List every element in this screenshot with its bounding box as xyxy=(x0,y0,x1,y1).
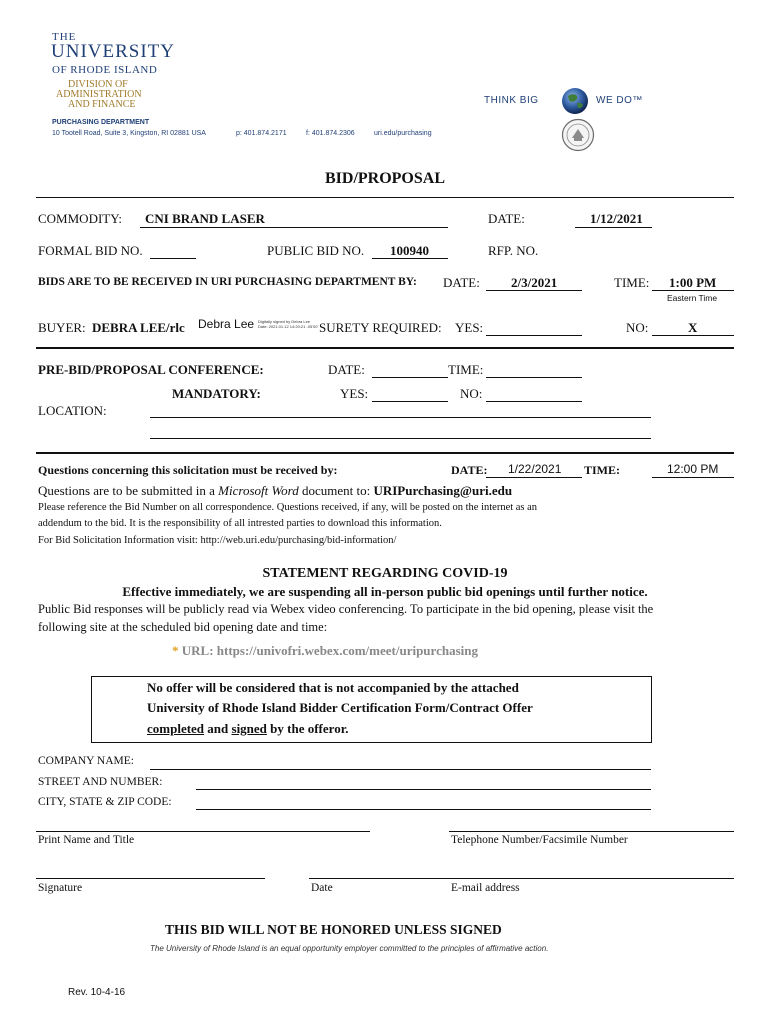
commodity-value: CNI BRAND LASER xyxy=(145,211,265,226)
logo-rhode-island: OF RHODE ISLAND xyxy=(52,64,158,76)
prebid-date-underline xyxy=(372,377,448,378)
revision-label: Rev. 10-4-16 xyxy=(68,987,126,998)
mandatory-no-label: NO: xyxy=(460,386,483,401)
mandatory-yes-underline xyxy=(372,401,448,402)
date-email-field[interactable] xyxy=(309,878,734,879)
questions-date-label: DATE: xyxy=(451,463,488,477)
questions-submit-mid: document to: xyxy=(301,483,371,498)
webex-url-link[interactable]: URL: https://univofri.webex.com/meet/uripurchasing xyxy=(181,643,478,658)
questions-email-link[interactable]: URIPurchasing@uri.edu xyxy=(373,483,513,498)
bids-time-underline xyxy=(652,290,734,291)
division-line2: ADMINISTRATION xyxy=(56,89,142,100)
buyer-value: DEBRA LEE/rlc xyxy=(92,320,185,335)
telephone-label: Telephone Number/Facsimile Number xyxy=(451,834,628,846)
letterhead-phone: p: 401.874.2171 xyxy=(236,130,287,137)
prebid-time-underline xyxy=(486,377,582,378)
public-bid-value: 100940 xyxy=(390,243,429,258)
print-name-field[interactable] xyxy=(36,831,370,832)
date-underline xyxy=(575,227,652,228)
formal-bid-label: FORMAL BID NO. xyxy=(38,243,143,258)
street-field[interactable] xyxy=(196,789,651,790)
bids-received-label: BIDS ARE TO BE RECEIVED IN URI PURCHASING DEPARTMENT BY: xyxy=(38,276,417,288)
university-seal-icon xyxy=(561,118,595,152)
bids-date-label: DATE: xyxy=(443,275,480,290)
notice-tail: by the offeror. xyxy=(270,721,349,736)
commodity-label: COMMODITY: xyxy=(38,211,123,226)
signature-field[interactable] xyxy=(36,878,265,879)
star-icon: * xyxy=(172,643,179,658)
surety-yes-label: YES: xyxy=(455,320,484,335)
digital-signature-line1: Digitally signed by Debra Lee xyxy=(258,319,311,324)
city-field[interactable] xyxy=(196,809,651,810)
date-signature-label: Date xyxy=(311,882,333,894)
bids-time-label: TIME: xyxy=(614,275,650,290)
letterhead-fax: f: 401.874.2306 xyxy=(306,130,355,137)
questions-submit-italic: Microsoft Word xyxy=(218,483,299,498)
prebid-time-label: TIME: xyxy=(448,362,484,377)
we-do: WE DO™ xyxy=(596,95,643,106)
questions-submit-line xyxy=(38,483,512,499)
location-underline-1 xyxy=(150,417,651,418)
telephone-field[interactable] xyxy=(449,831,734,832)
bids-date-underline xyxy=(486,290,582,291)
street-label: STREET AND NUMBER: xyxy=(38,776,163,788)
notice-line-3 xyxy=(147,721,349,737)
notice-line-1: No offer will be considered that is not accompanied by the attached xyxy=(147,680,519,695)
equal-opportunity-statement: The University of Rhode Island is an equal opportunity employer committed to the principles of affirmative action. xyxy=(150,944,549,953)
covid-line-2: following site at the scheduled bid opening date and time: xyxy=(38,620,328,634)
notice-and: and xyxy=(207,721,229,736)
questions-time-underline xyxy=(652,477,734,478)
public-bid-label: PUBLIC BID NO. xyxy=(267,243,365,258)
not-honored-statement: THIS BID WILL NOT BE HONORED UNLESS SIGNED xyxy=(165,922,502,937)
surety-yes-underline xyxy=(486,335,582,336)
purchasing-department: PURCHASING DEPARTMENT xyxy=(52,119,150,126)
prebid-date-label: DATE: xyxy=(328,362,365,377)
digital-signature-line2: Date: 2021.01.12 14:20:21 -05'00' xyxy=(258,324,319,329)
covid-bold-statement: Effective immediately, we are suspending all in-person public bid openings until further notice. xyxy=(122,584,648,599)
city-label: CITY, STATE & ZIP CODE: xyxy=(38,796,172,808)
digital-signature-name: Debra Lee xyxy=(198,317,255,331)
signature-label: Signature xyxy=(38,882,83,894)
reference-line-1: Please reference the Bid Number on all correspondence. Questions received, if any, will be posted on the internet as an xyxy=(38,502,538,513)
questions-time-label: TIME: xyxy=(584,463,620,477)
commodity-underline xyxy=(140,227,448,228)
logo-the: THE xyxy=(52,31,77,43)
company-name-label: COMPANY NAME: xyxy=(38,755,134,767)
surety-no-underline xyxy=(652,335,734,336)
solicitation-info-link[interactable]: For Bid Solicitation Information visit: http://web.uri.edu/purchasing/bid-information/ xyxy=(38,535,397,546)
notice-signed: signed xyxy=(231,721,267,736)
mandatory-yes-label: YES: xyxy=(340,386,369,401)
print-name-label: Print Name and Title xyxy=(38,834,135,846)
eastern-time: Eastern Time xyxy=(667,293,718,303)
email-label: E-mail address xyxy=(451,882,520,894)
divider xyxy=(36,347,734,349)
public-bid-underline xyxy=(372,258,448,259)
bids-date-value: 2/3/2021 xyxy=(511,275,558,290)
prebid-label: PRE-BID/PROPOSAL CONFERENCE: xyxy=(38,362,264,377)
questions-date-value: 1/22/2021 xyxy=(508,462,562,476)
divider xyxy=(36,452,734,454)
rfp-label: RFP. NO. xyxy=(488,243,539,258)
surety-no-value: X xyxy=(688,320,698,335)
date-label: DATE: xyxy=(488,211,525,226)
globe-icon xyxy=(560,86,590,116)
covid-line-1: Public Bid responses will be publicly read via Webex video conferencing. To participate in the bid opening, please visit the xyxy=(38,602,654,616)
location-label: LOCATION: xyxy=(38,403,107,418)
letterhead-web: uri.edu/purchasing xyxy=(374,130,432,137)
division-line3: AND FINANCE xyxy=(68,99,136,110)
covid-title: STATEMENT REGARDING COVID-19 xyxy=(262,566,508,581)
questions-label: Questions concerning this solicitation must be received by: xyxy=(38,463,338,477)
webex-url-line xyxy=(172,643,478,659)
questions-submit-prefix: Questions are to be submitted in a xyxy=(38,483,215,498)
letterhead-address: 10 Tootell Road, Suite 3, Kingston, RI 02881 USA xyxy=(52,130,206,137)
division-line1: DIVISION OF xyxy=(68,79,128,90)
formal-bid-underline xyxy=(150,258,196,259)
digital-signature-info xyxy=(258,319,318,329)
think-big: THINK BIG xyxy=(484,95,539,106)
questions-time-value: 12:00 PM xyxy=(667,462,719,476)
buyer-label: BUYER: xyxy=(38,320,86,335)
notice-completed: completed xyxy=(147,721,205,736)
location-underline-2 xyxy=(150,438,651,439)
mandatory-label: MANDATORY: xyxy=(172,386,261,401)
notice-line-2: University of Rhode Island Bidder Certification Form/Contract Offer xyxy=(147,700,533,715)
divider xyxy=(36,197,734,198)
mandatory-no-underline xyxy=(486,401,582,402)
surety-label: SURETY REQUIRED: xyxy=(319,320,442,335)
date-value: 1/12/2021 xyxy=(590,211,643,226)
company-name-field[interactable] xyxy=(150,769,651,770)
surety-no-label: NO: xyxy=(626,320,649,335)
questions-date-underline xyxy=(486,477,582,478)
reference-line-2: addendum to the bid. It is the responsibility of all intrested parties to download this information. xyxy=(38,518,442,529)
bids-time-value: 1:00 PM xyxy=(669,275,717,290)
page-title: BID/PROPOSAL xyxy=(324,170,445,187)
logo-university: UNIVERSITY xyxy=(51,41,175,62)
